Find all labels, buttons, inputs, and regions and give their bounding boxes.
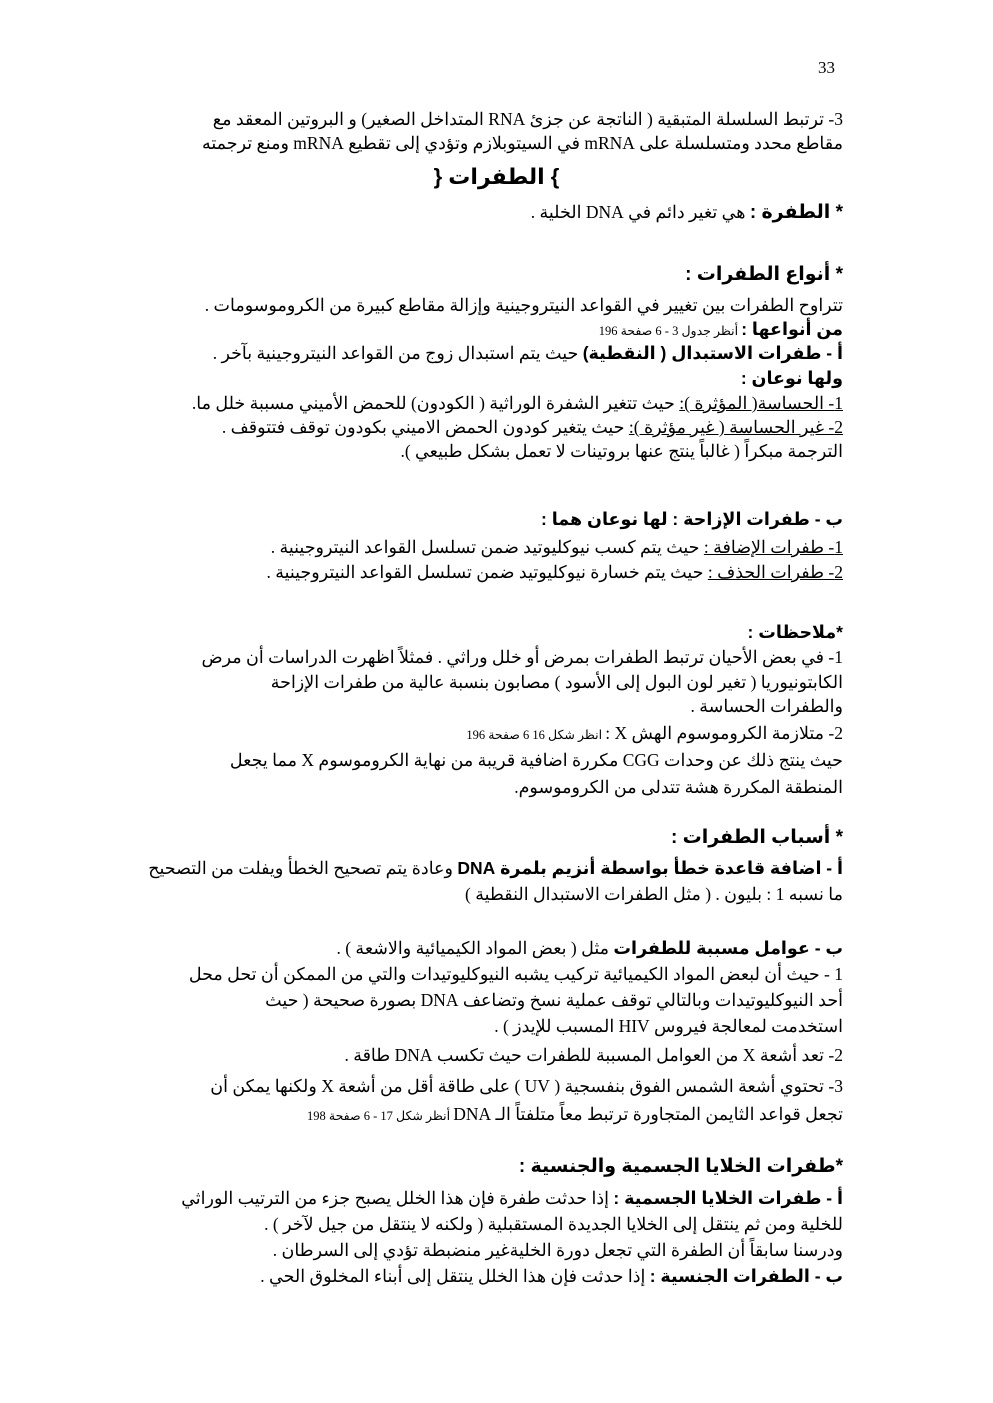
note-2-ref: انظر شكل 16 6 صفحة 196 <box>466 728 606 742</box>
two-kinds-label: ولها نوعان : <box>740 368 843 388</box>
deletion-label: 2- طفرات الحذف : <box>707 562 843 582</box>
types-kinds-line <box>599 318 843 342</box>
intro-line-1: 3- ترتبط السلسلة المتبقية ( الناتجة عن جزئ RNA المتداخل الصغير) و البروتين المعقد مع <box>212 109 843 129</box>
cause-a-line-2: ما نسبه 1 : بليون . ( مثل الطفرات الاستبدال النقطية ) <box>465 884 843 904</box>
cause-b-line <box>336 937 843 959</box>
page-number: 33 <box>818 58 835 77</box>
note-2-line-1 <box>466 722 843 746</box>
cause-a-bold: أ - اضافة قاعدة خطأ بواسطة أنزيم بلمرة DNA <box>457 858 843 878</box>
cause-b2-line: 2- تعد أشعة X من العوامل المسببة للطفرات حيث تكسب DNA طاقة . <box>344 1045 843 1065</box>
somatic-text: إذا حدثت طفرة فإن هذا الخلل يصبح جزء من الترتيب الوراثي <box>181 1188 614 1208</box>
cause-b3-ref: أنظر شكل 17 - 6 صفحة 198 <box>307 1109 454 1123</box>
substitution-label: أ - طفرات الاستبدال ( النقطية) <box>582 343 843 363</box>
definition-text: هي تغير دائم في DNA الخلية . <box>530 202 750 222</box>
somatic-label: أ - طفرات الخلايا الجسمية : <box>613 1188 843 1208</box>
types-heading: * أنواع الطفرات : <box>685 264 843 285</box>
cause-b1-line-2: أحد النيوكليوتيدات وبالتالي توقف عملية نسخ وتضاعف DNA بصورة صحيحة ( حيث <box>265 990 843 1010</box>
nonsense-text: حيث يتغير كودون الحمض الاميني بكودون توقف فتتوقف . <box>221 417 629 437</box>
note-2-line-3: المنطقة المكررة هشة تتدلى من الكروموسوم. <box>514 777 843 797</box>
mutation-definition <box>531 201 843 224</box>
insertion-line <box>271 536 843 558</box>
deletion-line <box>266 561 843 583</box>
missense-text: حيث تتغير الشفرة الوراثية ( الكودون) للحمض الأميني مسببة خلل ما. <box>191 393 680 413</box>
missense-line <box>192 392 843 414</box>
insertion-label: 1- طفرات الإضافة : <box>703 537 843 557</box>
somatic-line-2: للخلية ومن ثم ينتقل إلى الخلايا الجديدة المستقبلية ( ولكنه لا ينتقل من جيل لآخر ) . <box>264 1214 843 1234</box>
somatic-line-3: ودرسنا سابقاً أن الطفرة التي تجعل دورة الخليةغير منضبطة تؤدي إلى السرطان . <box>272 1240 843 1260</box>
definition-label: * الطفرة : <box>749 202 843 223</box>
cells-heading: *طفرات الخلايا الجسمية والجنسية : <box>518 1156 843 1177</box>
frameshift-heading: ب - طفرات الإزاحة : لها نوعان هما : <box>541 509 843 529</box>
missense-label: 1- الحساسة( المؤثرة ): <box>679 393 843 413</box>
germline-label: ب - الطفرات الجنسية : <box>649 1266 843 1286</box>
cause-b3-line-1: 3- تحتوي أشعة الشمس الفوق بنفسجية ( UV ) على طاقة أقل من أشعة X ولكنها يمكن أن <box>210 1076 843 1096</box>
nonsense-line <box>222 416 843 438</box>
notes-heading: *ملاحظات : <box>747 622 843 642</box>
types-kinds-ref: أنظر جدول 3 - 6 صفحة 196 <box>598 324 742 338</box>
cause-b-bold: ب - عوامل مسببة للطفرات <box>613 938 843 958</box>
cause-a-line-1 <box>148 857 843 879</box>
germline-text: إذا حدثت فإن هذا الخلل ينتقل إلى أبناء المخلوق الحي . <box>260 1266 650 1286</box>
causes-heading: * أسباب الطفرات : <box>671 827 843 848</box>
cause-b3-text: تجعل قواعد الثايمن المتجاورة ترتبط معاً متلفتاً الـ DNA <box>453 1104 843 1124</box>
note-1-line-2: الكابتونيوريا ( تغير لون البول إلى الأسود ) مصابون بنسبة عالية من طفرات الإزاحة <box>270 672 843 692</box>
nonsense-continuation: الترجمة مبكراً ( غالباً ينتج عنها بروتينات لا تعمل بشكل طبيعي ). <box>400 441 843 461</box>
substitution-line <box>213 342 843 364</box>
germline-line <box>260 1265 843 1287</box>
note-1-line-3: والطفرات الحساسة . <box>690 696 843 716</box>
cause-b1-line-1: 1 - حيث أن لبعض المواد الكيميائية تركيب يشبه النيوكليوتيدات والتي من الممكن أن تحل محل <box>188 964 843 984</box>
cause-b1-line-3: استخدمت لمعالجة فيروس HIV المسبب للإيدز ) . <box>494 1016 843 1036</box>
note-1-line-1: 1- في بعض الأحيان ترتبط الطفرات بمرض أو خلل وراثي . فمثلاً اظهرت الدراسات أن مرض <box>201 647 843 667</box>
cause-b-text: مثل ( بعض المواد الكيميائية والاشعة ) . <box>336 938 614 958</box>
nonsense-label: 2- غير الحساسة ( غير مؤثرة ): <box>628 417 843 437</box>
insertion-text: حيث يتم كسب نيوكليوتيد ضمن تسلسل القواعد النيتروجينية . <box>270 537 704 557</box>
cause-a-text: وعادة يتم تصحيح الخطأ ويفلت من التصحيح <box>148 858 458 878</box>
substitution-text: حيث يتم استبدال زوج من القواعد النيتروجينية بآخر . <box>212 343 583 363</box>
note-2-line-2: حيث ينتج ذلك عن وحدات CGG مكررة اضافية قريبة من نهاية الكروموسوم X مما يجعل <box>229 750 843 770</box>
types-kinds-label: من أنواعها : <box>741 319 843 339</box>
deletion-text: حيث يتم خسارة نيوكليوتيد ضمن تسلسل القواعد النيتروجينية . <box>266 562 708 582</box>
types-line-1: تتراوح الطفرات بين تغيير في القواعد النيتروجينية وإزالة مقاطع كبيرة من الكروموسومات . <box>204 295 843 315</box>
cause-b3-line-2 <box>307 1103 843 1127</box>
note-2-main: 2- متلازمة الكروموسوم الهش X : <box>605 723 843 743</box>
somatic-line-1 <box>181 1187 843 1209</box>
page-title: } الطفرات { <box>433 164 560 189</box>
intro-line-2: مقاطع محدد ومتسلسلة على mRNA في السيتوبلازم وتؤدي إلى تقطيع mRNA ومنع ترجمته <box>201 133 843 153</box>
